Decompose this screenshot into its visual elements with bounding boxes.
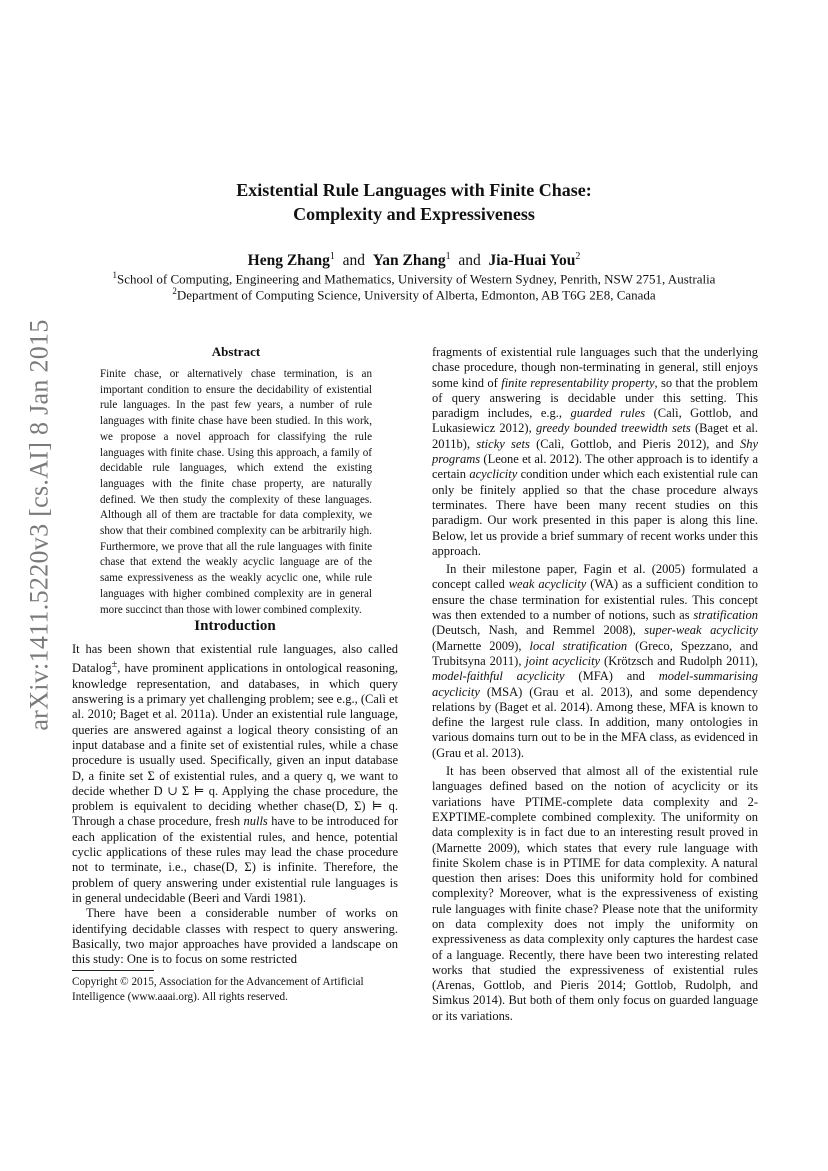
affiliation-1-text: School of Computing, Engineering and Mathematics, University of Western Sydney, Penrith, NSW 2751, Australia bbox=[117, 271, 716, 287]
author-2-sup: 1 bbox=[445, 251, 451, 262]
affiliation-1-sup: 1 bbox=[112, 270, 118, 280]
emphasis: guarded rules bbox=[570, 406, 646, 421]
emphasis: local stratification bbox=[529, 638, 628, 653]
intro-paragraph-2: There have been a considerable number of works on identifying decidable classes with respect to query answering. Basically, two major approaches have provided a landscape on this study: One is to focus on some restricted bbox=[72, 906, 398, 967]
copyright-footnote: Copyright © 2015, Association for the Advancement of Artificial Intelligence (www.aaai.org). All rights reserved. bbox=[72, 976, 364, 1003]
emphasis: greedy bounded treewidth sets bbox=[535, 421, 691, 436]
affiliation-2-sup: 2 bbox=[172, 286, 177, 296]
emphasis: Shy programs bbox=[432, 436, 758, 467]
author-1: Heng Zhang bbox=[247, 252, 330, 270]
affiliation-2 bbox=[0, 283, 828, 303]
footnote-divider bbox=[72, 970, 154, 971]
affiliation-2-text: Department of Computing Science, University of Alberta, Edmonton, AB T6G 2E8, Canada bbox=[176, 287, 656, 303]
paper-title bbox=[0, 178, 828, 226]
emphasis: acyclicity bbox=[469, 467, 518, 482]
emphasis: finite representability property bbox=[501, 375, 655, 390]
author-2: Yan Zhang bbox=[372, 252, 446, 270]
author-separator: and bbox=[342, 252, 366, 270]
abstract-heading: Abstract bbox=[211, 344, 261, 359]
emphasis: weak acyclicity bbox=[508, 577, 587, 592]
arxiv-identifier: arXiv:1411.5220v3 [cs.AI] 8 Jan 2015 bbox=[25, 319, 55, 731]
right-paragraph-2: In their milestone paper, Fagin et al. (2005) formulated a concept called weak acyclicity (WA) as a sufficient condition to ensure the chase termination for existential rules. This concept was then extended to a number of notions, such as stratification (Deutsch, Nash, and Remmel 2008), super-weak acyclicity (Marnette 2009), local stratification (Greco, Spezzano, and Trubitsyna 2011), joint acyclicity (Krötzsch and Rudolph 2011), model-faithful acyclicity (MFA) and model-summarising acyclicity (MSA) (Grau et al. 2013), and some dependency relations by (Baget et al. 2014). Among these, MFA is known to define the largest rule class. In addition, many ontologies in various domains turn out to be in the MFA class, as evidenced in (Grau et al. 2013). bbox=[432, 562, 758, 760]
intro-paragraph-1: It has been shown that existential rule languages, also called Datalog±, have prominent applications in ontological reasoning, knowledge representation, and databases, in which query answering is a primary yet challenging problem; see e.g., (Calì et al. 2010; Baget et al. 2011a). Under an existential rule language, queries are answered against a logical theory consisting of an input database and a finite set of existential rules, while a chase procedure is usually used. Specifically, given an input database D, a finite set Σ of existential rules, and a query q, we want to decide whether D ∪ Σ ⊨ q. Applying the chase procedure, the problem is equivalent to deciding whether chase(D, Σ) ⊨ q. Through a chase procedure, fresh nulls have to be introduced for each application of the existential rules, and hence, potential cyclic applications of these rules may lead the chase procedure not to terminate, i.e., chase(D, Σ) is infinite. Therefore, the problem of query answering under existential rule languages is in general undecidable (Beeri and Vardi 1981). bbox=[72, 642, 398, 905]
abstract-body: Finite chase, or alternatively chase termination, is an important condition to ensure the decidability of existential rule languages. In the past few years, a number of rule languages with finite chase have been studied. In this work, we propose a novel approach for classifying the rule languages with finite chase. Using this approach, a family of decidable rule languages, which extend the existing languages with the finite chase property, are naturally defined. We then study the complexity of these languages. Although all of them are tractable for data complexity, we show that their combined complexity can be arbitrarily high. Furthermore, we prove that all the rule languages with finite chase that extend the weakly acyclic language are of the same expressiveness as the weakly acyclic one, while rule languages with higher combined complexity are in general more succinct than those with lower combined complexity. bbox=[100, 368, 372, 616]
title-line-2: Complexity and Expressiveness bbox=[293, 204, 535, 224]
introduction-heading: Introduction bbox=[194, 618, 276, 634]
left-column-text bbox=[72, 642, 398, 967]
right-paragraph-3: It has been observed that almost all of the existential rule languages defined based on the notion of acyclicity or its variations have PTIME-complete data complexity and 2-EXPTIME-complete combined complexity. The uniformity on data complexity is in fact due to an interesting result proved in (Marnette 2009), which states that every rule language with finite Skolem chase is in PTIME for data complexity. A natural question then arises: Does this uniformity hold for combined complexity? Moreover, what is the expressiveness of existing rule languages with finite chase? Please note that the uniformity on data complexity does not imply the uniformity on expressiveness as data complexity only captures the hardest case of a language. Recently, there have been two interesting related works that studied the expressiveness of existential rules (Arenas, Gottlob, and Pieris 2014; Gottlob, Rudolph, and Simkus 2014). But both of them only focus on guarded language or its variations. bbox=[432, 764, 758, 1023]
emphasis: sticky sets bbox=[476, 436, 530, 451]
emphasis: stratification bbox=[693, 608, 758, 623]
emphasis: nulls bbox=[243, 814, 268, 829]
title-line-1: Existential Rule Languages with Finite Chase: bbox=[236, 180, 592, 200]
right-paragraph-1: fragments of existential rule languages such that the underlying chase procedure, though non-terminating in general, still enjoys some kind of finite representability property, so that the problem of query answering is decidable under this setting. This paradigm includes, e.g., guarded rules (Calì, Gottlob, and Lukasiewicz 2012), greedy bounded treewidth sets (Baget et al. 2011b), sticky sets (Calì, Gottlob, and Pieris 2012), and Shy programs (Leone et al. 2012). The other approach is to identify a certain acyclicity condition under which each existential rule can only be finitely applied so that the chase procedure always terminates. There have been many recent studies on this paradigm. Our work presented in this paper is along this line. Below, let us provide a brief summary of recent works under this approach. bbox=[432, 345, 759, 558]
author-3: Jia-Huai You bbox=[488, 252, 576, 270]
right-column-text bbox=[432, 345, 758, 1024]
emphasis: super-weak acyclicity bbox=[644, 623, 758, 638]
author-separator: and bbox=[458, 252, 481, 270]
datalog-superscript: ± bbox=[111, 659, 118, 671]
emphasis: joint acyclicity bbox=[525, 653, 601, 668]
emphasis: model-faithful acyclicity bbox=[432, 669, 565, 684]
author-1-sup: 1 bbox=[329, 251, 335, 262]
emphasis: model-summarising acyclicity bbox=[432, 669, 758, 699]
author-3-sup: 2 bbox=[575, 251, 581, 262]
